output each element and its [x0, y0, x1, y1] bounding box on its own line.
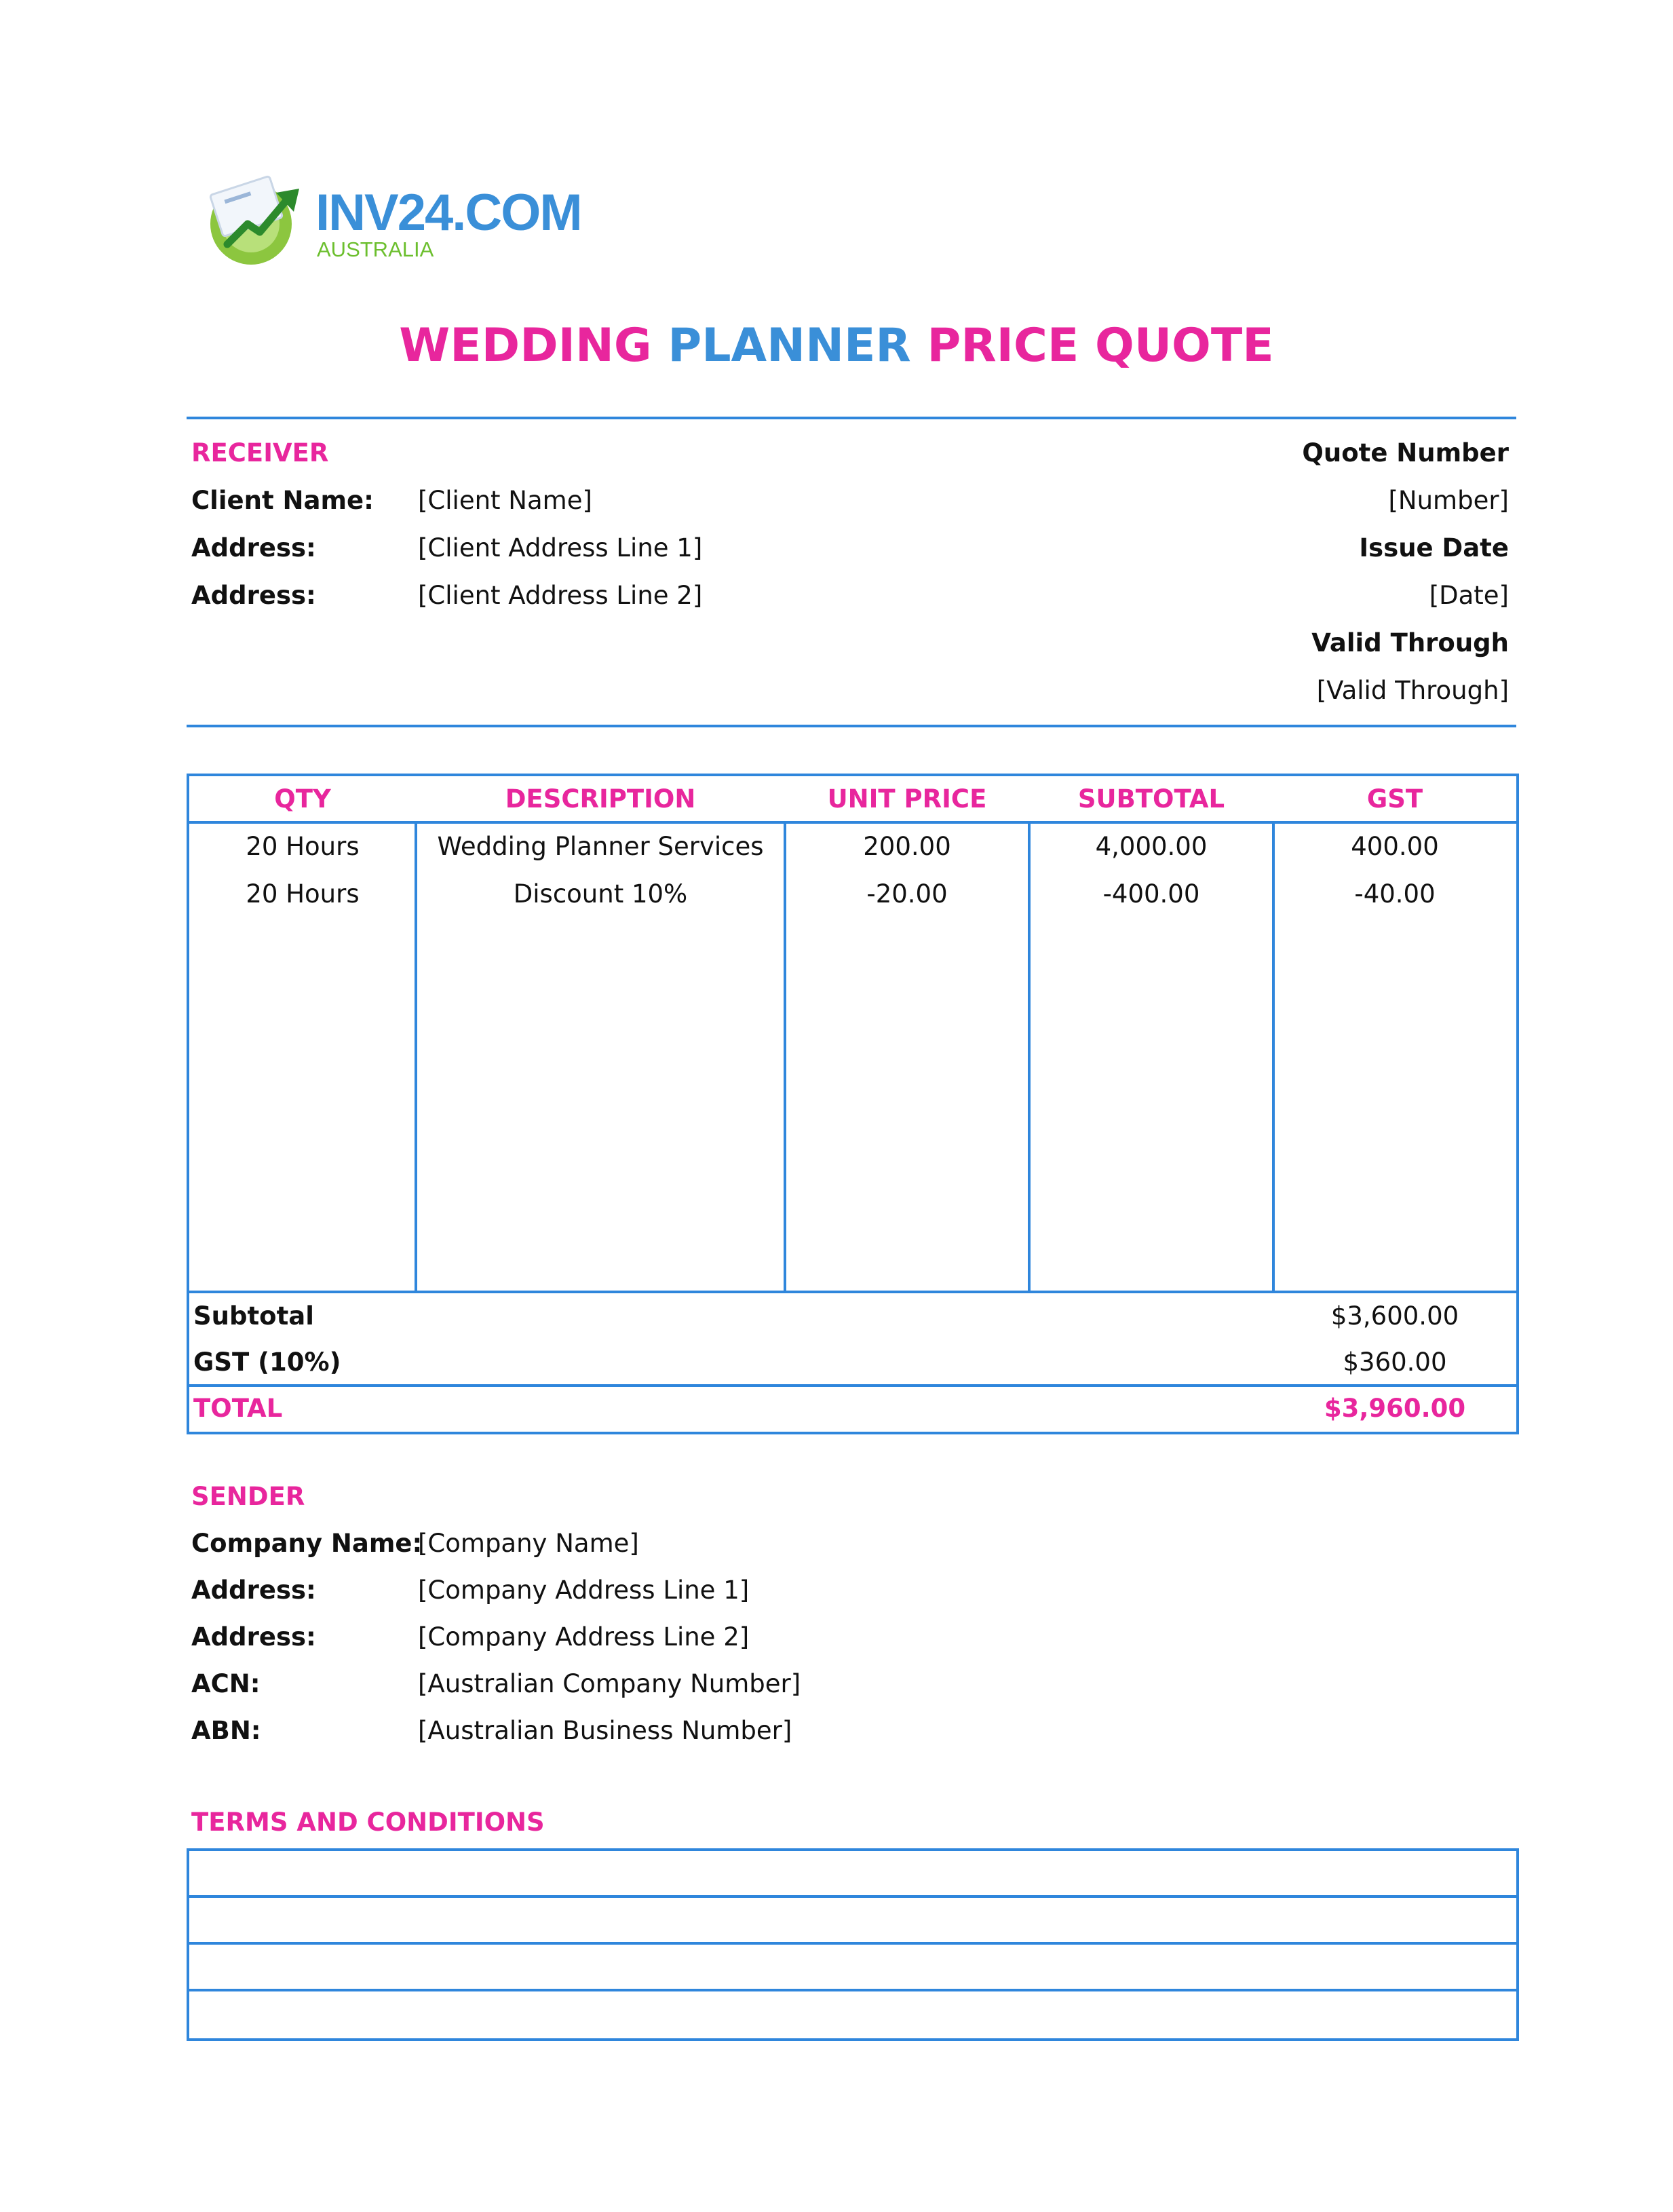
row1-gst: 400.00	[1351, 832, 1439, 861]
logo-wordmark: INV24.COM	[315, 184, 581, 242]
table-header-divider	[189, 821, 1516, 824]
gst-value: $360.00	[1343, 1348, 1447, 1377]
issue-date-value: [Date]	[1429, 581, 1509, 610]
column-header-unit-price: UNIT PRICE	[827, 784, 987, 814]
client-name-value: [Client Name]	[418, 486, 592, 515]
company-name-label: Company Name:	[191, 1529, 423, 1558]
acn-value: [Australian Company Number]	[418, 1669, 801, 1698]
row1-subtotal: 4,000.00	[1095, 832, 1208, 861]
client-name-label: Client Name:	[191, 486, 374, 515]
items-table	[187, 774, 1519, 1434]
terms-line	[189, 1895, 1516, 1898]
title-part-price-quote: PRICE QUOTE	[927, 319, 1274, 373]
company-address1-label: Address:	[191, 1576, 316, 1605]
row2-subtotal: -400.00	[1102, 879, 1200, 909]
gst-label: GST (10%)	[193, 1348, 341, 1377]
header-bottom-rule	[187, 725, 1516, 727]
terms-line	[189, 1989, 1516, 1991]
company-logo	[200, 170, 581, 271]
row2-unit-price: -20.00	[866, 879, 948, 909]
column-header-gst: GST	[1366, 784, 1423, 814]
title-part-planner: PLANNER	[668, 319, 911, 373]
company-address2-value: [Company Address Line 2]	[418, 1622, 750, 1652]
receiver-heading: RECEIVER	[191, 438, 329, 468]
row2-qty: 20 Hours	[246, 879, 360, 909]
document-title	[0, 319, 1673, 373]
header-top-rule	[187, 417, 1516, 419]
subtotal-value: $3,600.00	[1330, 1301, 1459, 1331]
company-address1-value: [Company Address Line 1]	[418, 1576, 750, 1605]
acn-label: ACN:	[191, 1669, 261, 1698]
total-row-divider	[189, 1384, 1516, 1387]
client-address1-value: [Client Address Line 1]	[418, 533, 703, 562]
abn-label: ABN:	[191, 1716, 261, 1745]
total-value: $3,960.00	[1324, 1394, 1466, 1423]
row2-gst: -40.00	[1354, 879, 1436, 909]
valid-through-value: [Valid Through]	[1316, 676, 1509, 705]
row1-qty: 20 Hours	[246, 832, 360, 861]
column-header-subtotal: SUBTOTAL	[1077, 784, 1225, 814]
terms-box	[187, 1848, 1519, 2041]
column-header-qty: QTY	[274, 784, 331, 814]
quote-number-label: Quote Number	[1302, 438, 1509, 468]
issue-date-label: Issue Date	[1359, 533, 1509, 562]
valid-through-label: Valid Through	[1311, 628, 1509, 657]
title-part-wedding: WEDDING	[399, 319, 652, 373]
client-address2-value: [Client Address Line 2]	[418, 581, 703, 610]
client-address2-label: Address:	[191, 581, 316, 610]
column-header-description: DESCRIPTION	[505, 784, 696, 814]
row1-unit-price: 200.00	[863, 832, 951, 861]
terms-heading: TERMS AND CONDITIONS	[191, 1808, 545, 1837]
totals-top-divider	[189, 1291, 1516, 1293]
quote-number-value: [Number]	[1388, 486, 1509, 515]
row2-description: Discount 10%	[513, 879, 688, 909]
chart-arrow-icon	[200, 170, 309, 271]
row1-description: Wedding Planner Services	[437, 832, 764, 861]
sender-heading: SENDER	[191, 1482, 305, 1511]
total-label: TOTAL	[193, 1394, 283, 1423]
subtotal-label: Subtotal	[193, 1301, 314, 1331]
company-address2-label: Address:	[191, 1622, 316, 1652]
terms-line	[189, 1942, 1516, 1945]
logo-subtitle: AUSTRALIA	[317, 237, 434, 261]
abn-value: [Australian Business Number]	[418, 1716, 792, 1745]
client-address1-label: Address:	[191, 533, 316, 562]
company-name-value: [Company Name]	[418, 1529, 639, 1558]
